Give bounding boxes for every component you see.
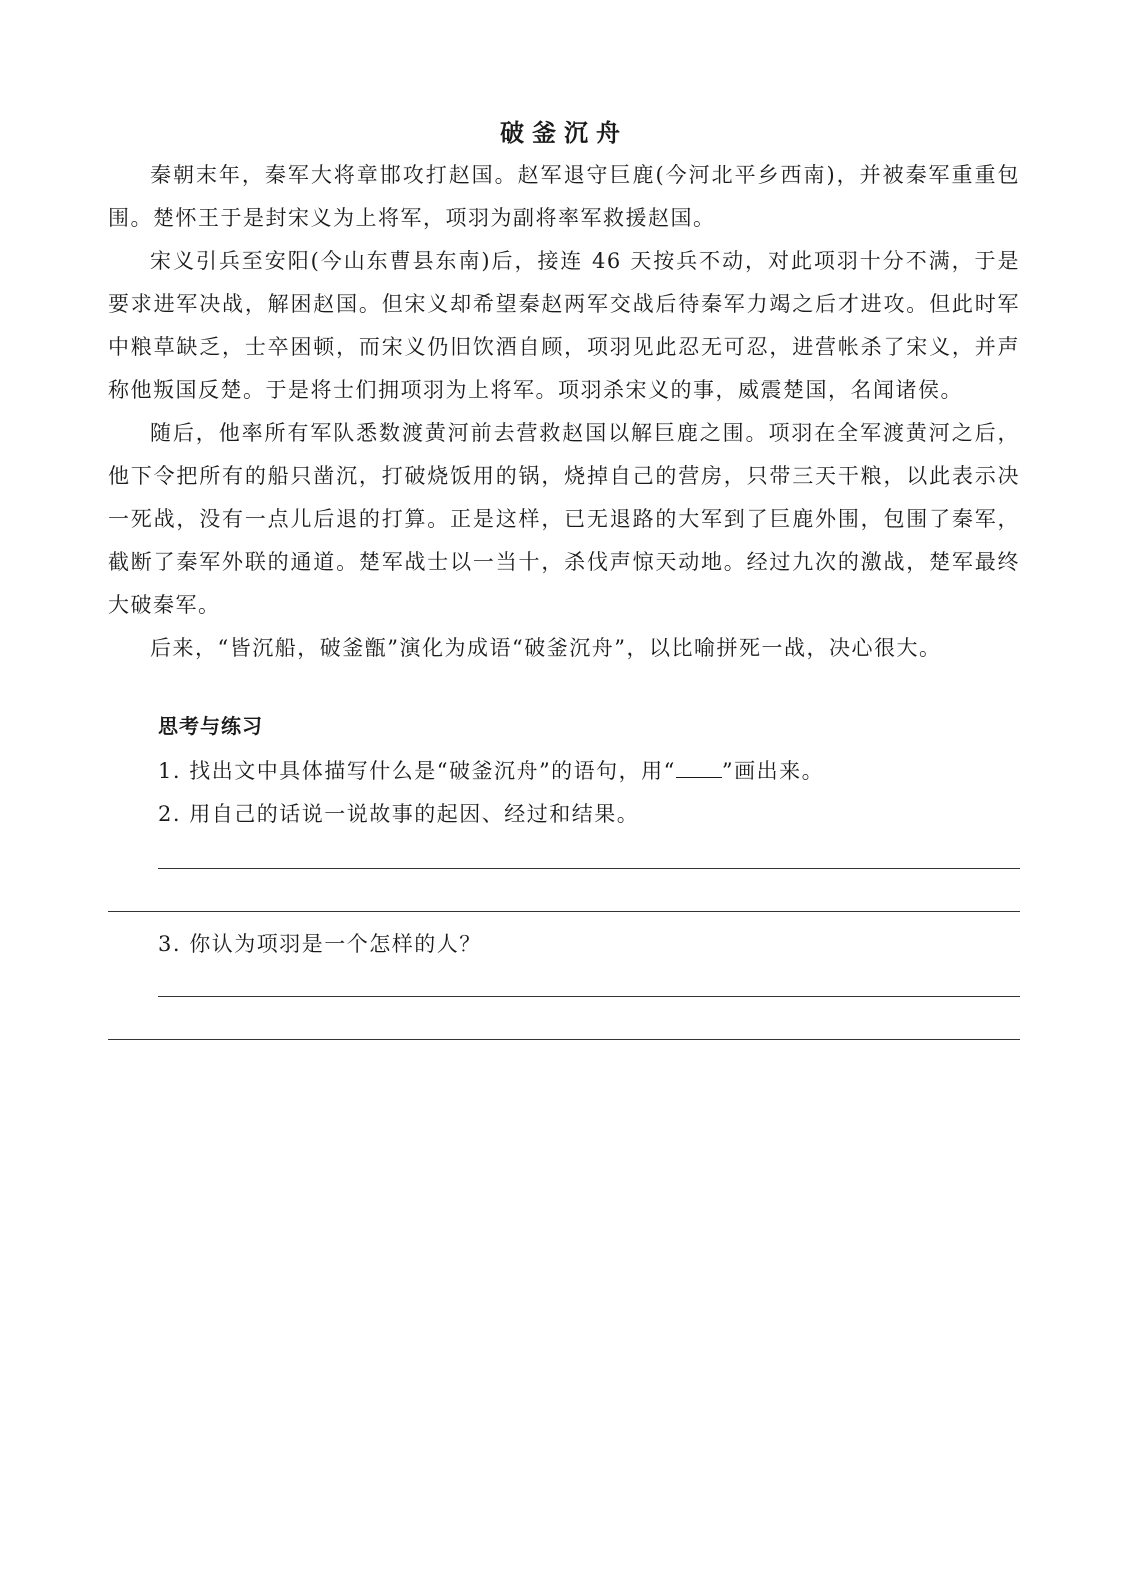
story-paragraph: 后来，“皆沉船，破釜甑”演化为成语“破釜沉舟”，以比喻拼死一战，决心很大。 xyxy=(150,636,942,660)
page-title: 破釜沉舟 xyxy=(500,118,628,147)
answer-line-2b[interactable] xyxy=(108,911,1020,912)
answer-line-3a[interactable] xyxy=(158,996,1020,997)
exercises-heading: 思考与练习 xyxy=(158,714,263,738)
question-1-text-start: 1. 找出文中具体描写什么是“破釜沉舟”的语句，用“ xyxy=(158,759,676,783)
answer-line-3b[interactable] xyxy=(108,1039,1020,1040)
answer-line-2a[interactable] xyxy=(158,868,1020,869)
question-1-text-end: ”画出来。 xyxy=(721,759,825,783)
question-2: 2. 用自己的话说一说故事的起因、经过和结果。 xyxy=(158,802,640,826)
story-paragraph: 宋义引兵至安阳(今山东曹县东南)后，接连 46 天按兵不动，对此项羽十分不满，于是要求进军决战，解困赵国。但宋义却希望秦赵两军交战后待秦军力竭之后才进攻。但此时军中粮草缺乏，士卒困顿，而宋义仍旧饮酒自顾，项羽见此忍无可忍，进营帐杀了宋义，并声称他叛国反楚。于是将士们拥项羽为上将军。项羽杀宋义的事，威震楚国，名闻诸侯。 xyxy=(108,249,1020,402)
underline-sample xyxy=(676,755,722,778)
story-paragraph: 随后，他率所有军队悉数渡黄河前去营救赵国以解巨鹿之围。项羽在全军渡黄河之后，他下令把所有的船只凿沉，打破烧饭用的锅，烧掉自己的营房，只带三天干粮，以此表示决一死战，没有一点儿后退的打算。正是这样，已无退路的大军到了巨鹿外围，包围了秦军，截断了秦军外联的通道。楚军战士以一当十，杀伐声惊天动地。经过九次的激战，楚军最终大破秦军。 xyxy=(108,421,1020,617)
question-1 xyxy=(158,754,824,788)
story-text xyxy=(108,154,1020,670)
story-paragraph: 秦朝末年，秦军大将章邯攻打赵国。赵军退守巨鹿(今河北平乡西南)，并被秦军重重包围。楚怀王于是封宋义为上将军，项羽为副将率军救援赵国。 xyxy=(108,163,1020,230)
question-3: 3. 你认为项羽是一个怎样的人？ xyxy=(158,932,482,956)
